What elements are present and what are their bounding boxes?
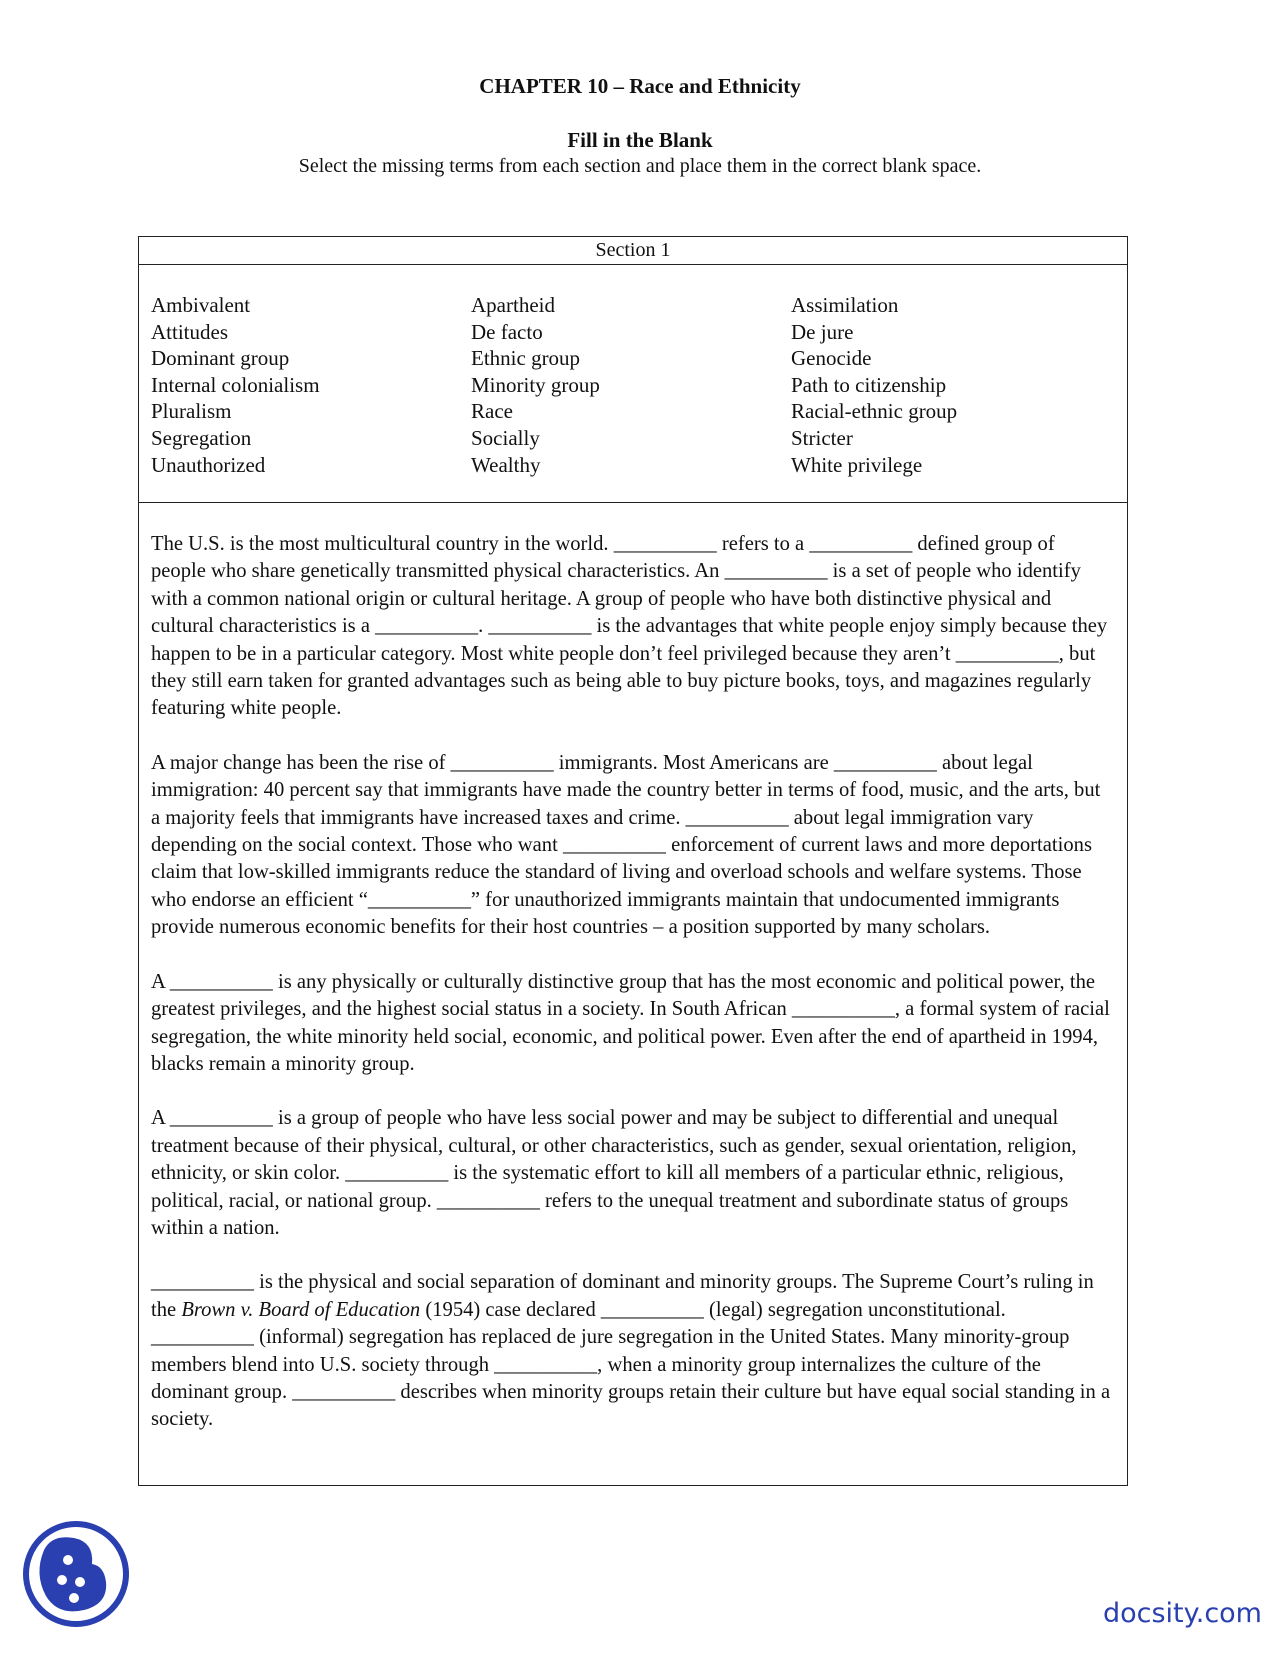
chapter-title: CHAPTER 10 – Race and Ethnicity — [479, 74, 801, 98]
exercise-title: Fill in the Blank — [567, 128, 713, 152]
term: Ambivalent — [151, 293, 251, 317]
term: Attitudes — [151, 319, 228, 344]
term: Unauthorized — [151, 452, 266, 477]
term: De jure — [791, 319, 854, 344]
term: Genocide — [791, 346, 872, 371]
term: Ethnic group — [471, 346, 581, 371]
word-bank-column-2 — [471, 292, 791, 502]
word-bank-column-3 — [791, 292, 1111, 502]
passage-paragraph-2: A major change has been the rise of __________ immigrants. Most Americans are __________ about legal immigration: 40 percent say that immigrants have made the country better in terms of food, music, and the arts, but a majority feels that immigrants have increased taxes and crime. __________ about legal immigration vary depending on the social context. Those who want __________ enforcement of current laws and more deportations claim that low-skilled immigrants reduce the standard of living and overload schools and welfare systems. Those who endorse an efficient “__________” for unauthorized immigrants maintain that undocumented immigrants provide numerous economic benefits for their host countries – a position supported by many scholars. — [151, 751, 1101, 939]
term: White privilege — [791, 452, 923, 477]
term: Internal colonialism — [151, 372, 320, 397]
section-header: Section 1 — [139, 237, 1127, 265]
passage-paragraph-5 — [151, 1269, 1113, 1433]
term: Path to citizenship — [791, 372, 947, 397]
term: Segregation — [151, 425, 252, 450]
word-bank — [139, 265, 1127, 503]
docsity-logo-icon[interactable] — [22, 1520, 130, 1628]
word-bank-column-1 — [151, 292, 471, 502]
instructions: Select the missing terms from each section and place them in the correct blank space. — [298, 155, 982, 177]
term: De facto — [471, 319, 543, 344]
paragraph-text: __________ is the physical and social separation of dominant and minority groups. The Supreme Court’s ruling in the — [151, 1271, 1094, 1321]
passage-paragraph-4: A __________ is a group of people who have less social power and may be subject to differential and unequal treatment because of their physical, cultural, or other characteristics, such as gender, sexual orientation, religion, ethnicity, or skin color. __________ is the systematic effort to kill all members of a particular ethnic, religious, political, racial, or national group. __________ refers to the unequal treatment and subordinate status of groups within a nation. — [151, 1107, 1077, 1239]
term: Apartheid — [471, 293, 555, 317]
docsity-brand[interactable]: docsity.com — [1102, 1598, 1262, 1629]
passage-paragraph-3: A __________ is any physically or culturally distinctive group that has the most economic and political power, the greatest privileges, and the highest social status in a society. In South African __________, a formal system of racial segregation, the white minority held social, economic, and political power. Even after the end of apartheid in 1994, blacks remain a minority group. — [151, 970, 1110, 1075]
term: Racial-ethnic group — [791, 399, 958, 424]
passage-paragraph-1: The U.S. is the most multicultural country in the world. __________ refers to a __________ defined group of people who share genetically transmitted physical characteristics. An __________ is a set of people who identify with a common national origin or cultural heritage. A group of people who have both distinctive physical and cultural characteristics is a __________. __________ is the advantages that white people enjoy simply because they happen to be in a particular category. Most white people don’t feel privileged because they aren’t __________, but they still earn taken for granted advantages such as being able to buy picture books, toys, and magazines regularly featuring white people. — [151, 533, 1108, 720]
term: Pluralism — [151, 399, 232, 424]
paragraph-text: (1954) case declared __________ (legal) segregation unconstitutional. __________ (informal) segregation has replaced de jure segregation in the United States. Many minority-group members blend into U.S. society through __________, when a minority group internalizes the culture of the dominant group. __________ describes when minority groups retain their culture but have equal social standing in a society. — [151, 1298, 1111, 1431]
term: Minority group — [471, 372, 600, 397]
term: Dominant group — [151, 346, 290, 371]
term: Race — [471, 399, 513, 424]
section-box — [138, 236, 1128, 1486]
term: Stricter — [791, 425, 853, 450]
case-name: Brown v. Board of Education — [181, 1298, 421, 1321]
passage — [139, 503, 1127, 1434]
term: Assimilation — [791, 293, 899, 317]
term: Wealthy — [471, 452, 541, 477]
term: Socially — [471, 425, 540, 450]
